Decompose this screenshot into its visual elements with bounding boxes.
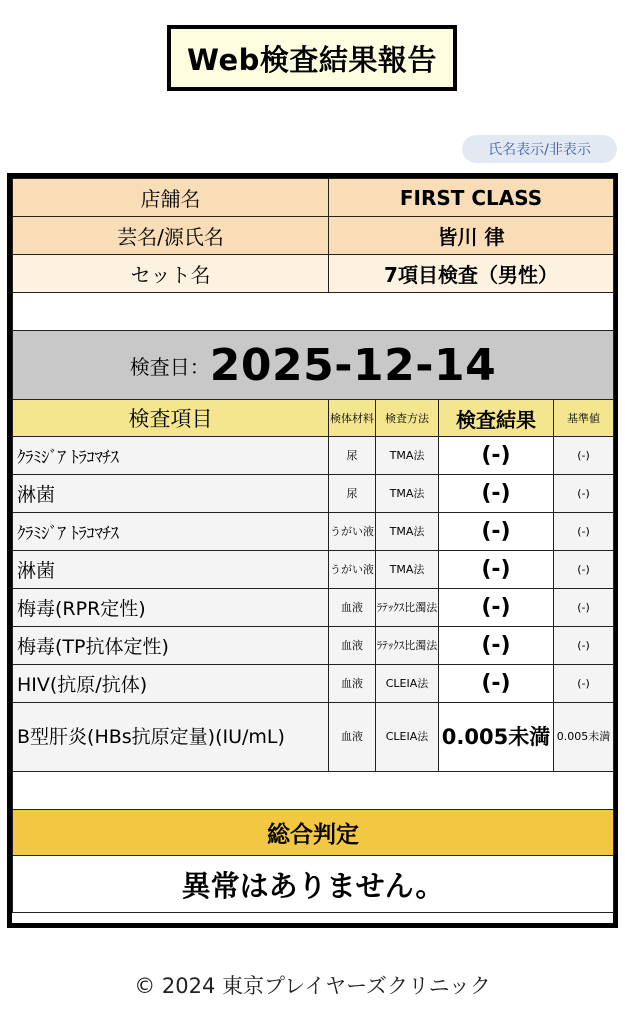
test-item: 梅毒(TP抗体定性) bbox=[13, 627, 329, 665]
overall-judgment-label: 総合判定 bbox=[13, 810, 614, 856]
table-row bbox=[13, 703, 614, 772]
info-row-set bbox=[13, 255, 614, 293]
test-item: 梅毒(RPR定性) bbox=[13, 589, 329, 627]
method: TMA法 bbox=[376, 475, 439, 513]
table-row bbox=[13, 475, 614, 513]
header-method: 検査方法 bbox=[376, 400, 439, 437]
table-row bbox=[13, 513, 614, 551]
reference: (-) bbox=[554, 437, 614, 475]
reference: (-) bbox=[554, 665, 614, 703]
table-row bbox=[13, 589, 614, 627]
header-reference: 基準値 bbox=[554, 400, 614, 437]
specimen: うがい液 bbox=[329, 551, 376, 589]
test-item: ｸﾗﾐｼﾞｱ ﾄﾗｺﾏﾁｽ bbox=[13, 437, 329, 475]
reference: (-) bbox=[554, 589, 614, 627]
method: CLEIA法 bbox=[376, 703, 439, 772]
result: (-) bbox=[439, 437, 554, 475]
method: CLEIA法 bbox=[376, 665, 439, 703]
set-name-value: 7項目検査（男性） bbox=[329, 255, 614, 293]
method: TMA法 bbox=[376, 513, 439, 551]
reference: (-) bbox=[554, 475, 614, 513]
test-item: 淋菌 bbox=[13, 475, 329, 513]
spacer-row bbox=[13, 772, 614, 810]
specimen: 尿 bbox=[329, 475, 376, 513]
footer-copyright: © 2024 東京プレイヤーズクリニック bbox=[134, 974, 491, 998]
results-header-row bbox=[13, 400, 614, 437]
reference: (-) bbox=[554, 627, 614, 665]
method: ﾗﾃｯｸｽ比濁法 bbox=[376, 589, 439, 627]
overall-judgment-value: 異常はありません。 bbox=[13, 856, 614, 913]
method: ﾗﾃｯｸｽ比濁法 bbox=[376, 627, 439, 665]
result: (-) bbox=[439, 627, 554, 665]
test-item: ｸﾗﾐｼﾞｱ ﾄﾗｺﾏﾁｽ bbox=[13, 513, 329, 551]
test-item: HIV(抗原/抗体) bbox=[13, 665, 329, 703]
result: (-) bbox=[439, 589, 554, 627]
test-item: B型肝炎(HBs抗原定量)(IU/mL) bbox=[13, 703, 329, 772]
reference: 0.005未満 bbox=[554, 703, 614, 772]
info-label: 芸名/源氏名 bbox=[13, 217, 329, 255]
exam-date-row bbox=[13, 331, 614, 400]
method: TMA法 bbox=[376, 437, 439, 475]
table-row bbox=[13, 627, 614, 665]
stage-name-value: 皆川 律 bbox=[329, 217, 614, 255]
result: (-) bbox=[439, 513, 554, 551]
specimen: 血液 bbox=[329, 627, 376, 665]
result: (-) bbox=[439, 551, 554, 589]
specimen: 血液 bbox=[329, 589, 376, 627]
result: 0.005未満 bbox=[439, 703, 554, 772]
table-row bbox=[13, 665, 614, 703]
report-table bbox=[12, 178, 614, 913]
test-item: 淋菌 bbox=[13, 551, 329, 589]
overall-judgment-row bbox=[13, 856, 614, 913]
spacer-row bbox=[13, 293, 614, 331]
reference: (-) bbox=[554, 513, 614, 551]
exam-date-label: 検査日： bbox=[129, 354, 210, 379]
info-row-name bbox=[13, 217, 614, 255]
specimen: 血液 bbox=[329, 703, 376, 772]
overall-judgment-header-row bbox=[13, 810, 614, 856]
result: (-) bbox=[439, 475, 554, 513]
exam-date-cell bbox=[13, 331, 614, 400]
result: (-) bbox=[439, 665, 554, 703]
exam-date-value: 2025-12-14 bbox=[209, 339, 497, 391]
specimen: うがい液 bbox=[329, 513, 376, 551]
info-label: セット名 bbox=[13, 255, 329, 293]
table-row bbox=[13, 551, 614, 589]
specimen: 尿 bbox=[329, 437, 376, 475]
info-label: 店舗名 bbox=[13, 179, 329, 217]
store-name-value: FIRST CLASS bbox=[329, 179, 614, 217]
header-result: 検査結果 bbox=[439, 400, 554, 437]
page-title: Web検査結果報告 bbox=[167, 25, 457, 91]
reference: (-) bbox=[554, 551, 614, 589]
info-row-store bbox=[13, 179, 614, 217]
name-visibility-toggle-button[interactable]: 氏名表示/非表示 bbox=[462, 135, 617, 163]
table-row bbox=[13, 437, 614, 475]
header-specimen: 検体材料 bbox=[329, 400, 376, 437]
header-item: 検査項目 bbox=[13, 400, 329, 437]
method: TMA法 bbox=[376, 551, 439, 589]
specimen: 血液 bbox=[329, 665, 376, 703]
